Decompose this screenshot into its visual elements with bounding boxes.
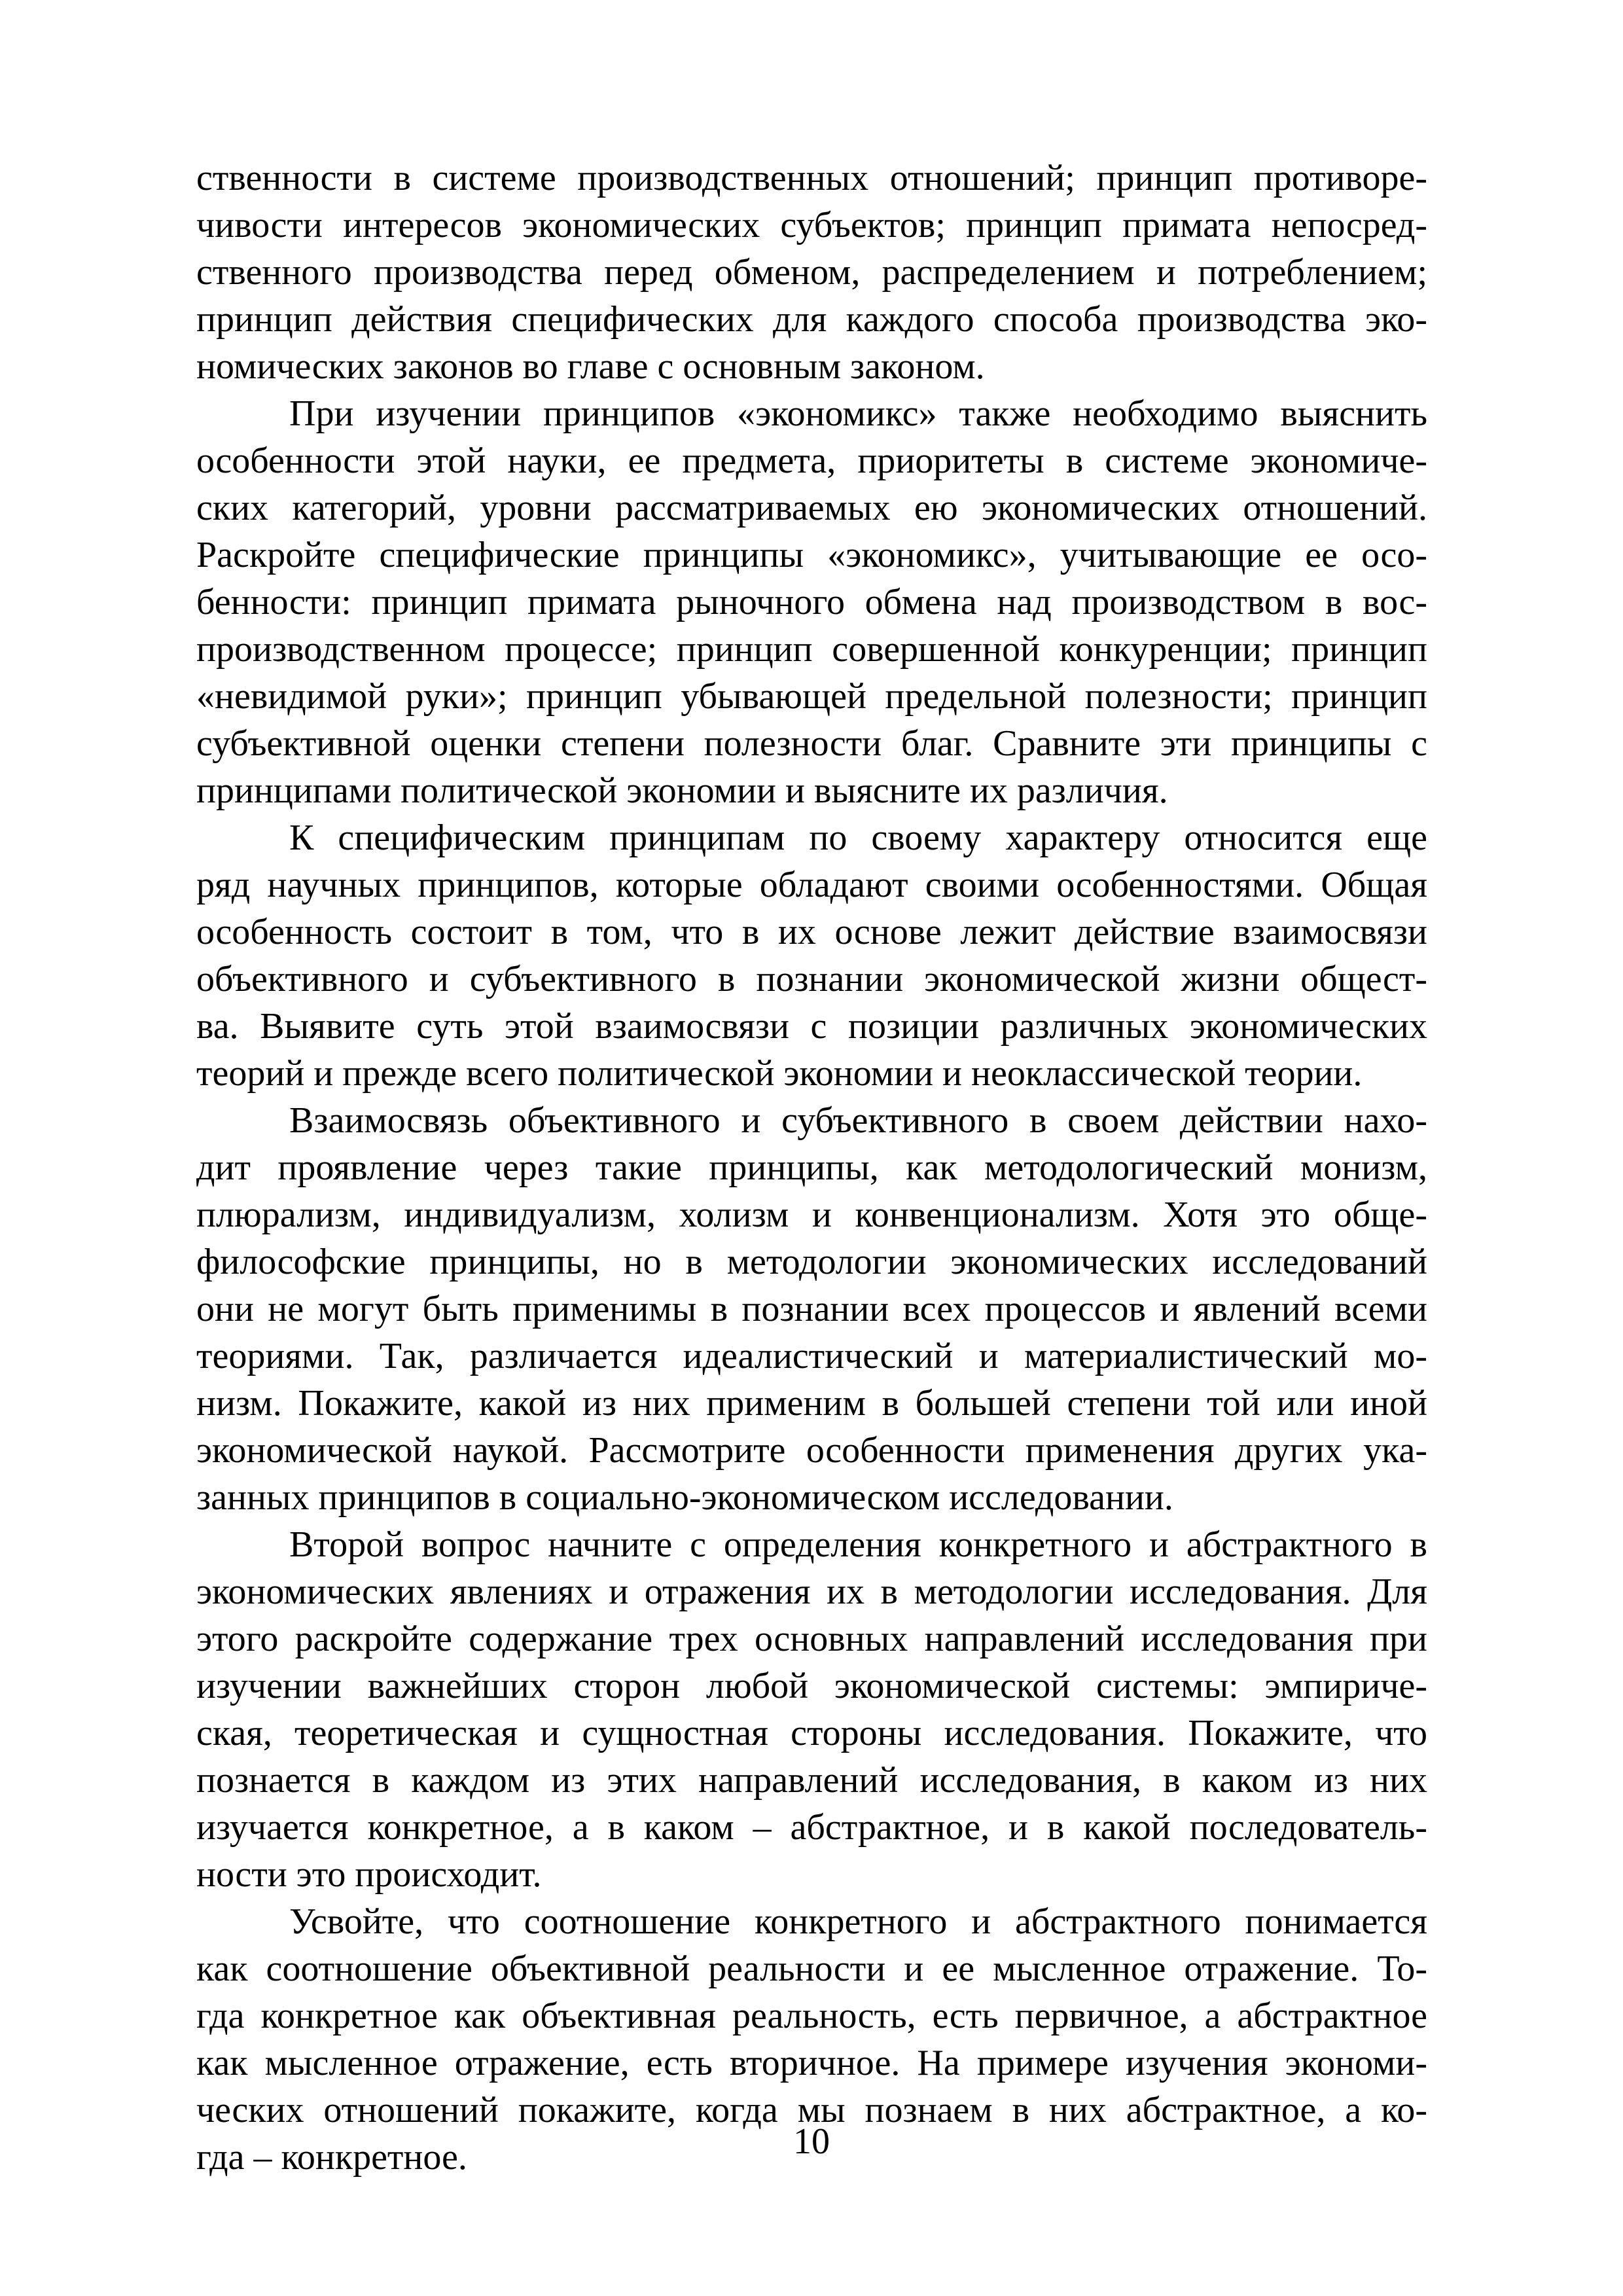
text-line: принципами политической экономии и выясните их различия. bbox=[196, 770, 1168, 811]
text-line: занных принципов в социально-экономическом исследовании. bbox=[196, 1477, 1173, 1518]
text-line: экономических явлениях и отражения их в методологии исследования. Для bbox=[196, 1571, 1427, 1612]
text-line: Второй вопрос начните с определения конкретного и абстрактного в bbox=[289, 1524, 1427, 1565]
text-line: они не могут быть применимы в познании всех процессов и явлений всеми bbox=[196, 1289, 1427, 1329]
text-line: ственного производства перед обменом, распределением и потреблением; bbox=[196, 252, 1427, 293]
text-line: При изучении принципов «экономикс» также необходимо выяснить bbox=[289, 393, 1427, 434]
paragraph bbox=[196, 1521, 1427, 1898]
text-line: ности это происходит. bbox=[196, 1854, 542, 1895]
text-line: изучается конкретное, а в каком – абстрактное, и в какой последователь- bbox=[196, 1807, 1427, 1848]
body-text bbox=[196, 154, 1427, 2181]
text-line: производственном процессе; принцип совершенной конкуренции; принцип bbox=[196, 629, 1427, 670]
text-line: ская, теоретическая и сущностная стороны исследования. Покажите, что bbox=[196, 1713, 1427, 1753]
paragraph bbox=[196, 814, 1427, 1097]
text-line: ряд научных принципов, которые обладают своими особенностями. Общая bbox=[196, 865, 1427, 905]
text-line: изучении важнейших сторон любой экономической системы: эмпириче- bbox=[196, 1666, 1427, 1706]
paragraph bbox=[196, 1097, 1427, 1521]
text-line: теориями. Так, различается идеалистический и материалистический мо- bbox=[196, 1336, 1427, 1376]
text-line: ва. Выявите суть этой взаимосвязи с позиции различных экономических bbox=[196, 1006, 1427, 1047]
text-line: особенность состоит в том, что в их основе лежит действие взаимосвязи bbox=[196, 912, 1427, 952]
text-line: субъективной оценки степени полезности благ. Сравните эти принципы с bbox=[196, 723, 1427, 764]
text-line: «невидимой руки»; принцип убывающей предельной полезности; принцип bbox=[196, 676, 1427, 717]
paragraph bbox=[196, 390, 1427, 814]
text-line: номических законов во главе с основным законом. bbox=[196, 346, 985, 387]
text-line: дит проявление через такие принципы, как методологический монизм, bbox=[196, 1147, 1427, 1188]
text-line: философские принципы, но в методологии экономических исследований bbox=[196, 1242, 1427, 1282]
text-line: особенности этой науки, ее предмета, приоритеты в системе экономиче- bbox=[196, 440, 1427, 481]
text-line: экономической наукой. Рассмотрите особенности применения других ука- bbox=[196, 1430, 1427, 1471]
text-line: гда конкретное как объективная реальность, есть первичное, а абстрактное bbox=[196, 1996, 1427, 2036]
text-line: принцип действия специфических для каждого способа производства эко- bbox=[196, 299, 1427, 340]
text-line: плюрализм, индивидуализм, холизм и конвенционализм. Хотя это обще- bbox=[196, 1194, 1427, 1235]
text-line: теорий и прежде всего политической экономии и неоклассической теории. bbox=[196, 1053, 1363, 1094]
text-line: Раскройте специфические принципы «экономикс», учитывающие ее осо- bbox=[196, 535, 1427, 575]
text-line: объективного и субъективного в познании экономической жизни общест- bbox=[196, 959, 1427, 999]
text-line: гда – конкретное. bbox=[196, 2137, 467, 2178]
page-number: 10 bbox=[793, 2121, 830, 2162]
text-line: ственности в системе производственных отношений; принцип противоре- bbox=[196, 158, 1427, 198]
text-line: чивости интересов экономических субъектов; принцип примата непосред- bbox=[196, 205, 1427, 245]
text-line: низм. Покажите, какой из них применим в большей степени той или иной bbox=[196, 1383, 1427, 1424]
text-line: как соотношение объективной реальности и ее мысленное отражение. То- bbox=[196, 1948, 1427, 1989]
text-line: ских категорий, уровни рассматриваемых ею экономических отношений. bbox=[196, 488, 1427, 528]
text-line: как мысленное отражение, есть вторичное. На примере изучения экономи- bbox=[196, 2043, 1427, 2083]
text-line: ческих отношений покажите, когда мы познаем в них абстрактное, а ко- bbox=[196, 2090, 1427, 2130]
paragraph bbox=[196, 154, 1427, 390]
text-line: Усвойте, что соотношение конкретного и абстрактного понимается bbox=[289, 1901, 1427, 1942]
text-line: К специфическим принципам по своему характеру относится еще bbox=[289, 817, 1427, 858]
text-line: познается в каждом из этих направлений исследования, в каком из них bbox=[196, 1760, 1427, 1801]
text-line: Взаимосвязь объективного и субъективного в своем действии нахо- bbox=[289, 1100, 1427, 1141]
text-line: бенности: принцип примата рыночного обмена над производством в вос- bbox=[196, 582, 1427, 622]
text-line: этого раскройте содержание трех основных направлений исследования при bbox=[196, 1619, 1427, 1659]
